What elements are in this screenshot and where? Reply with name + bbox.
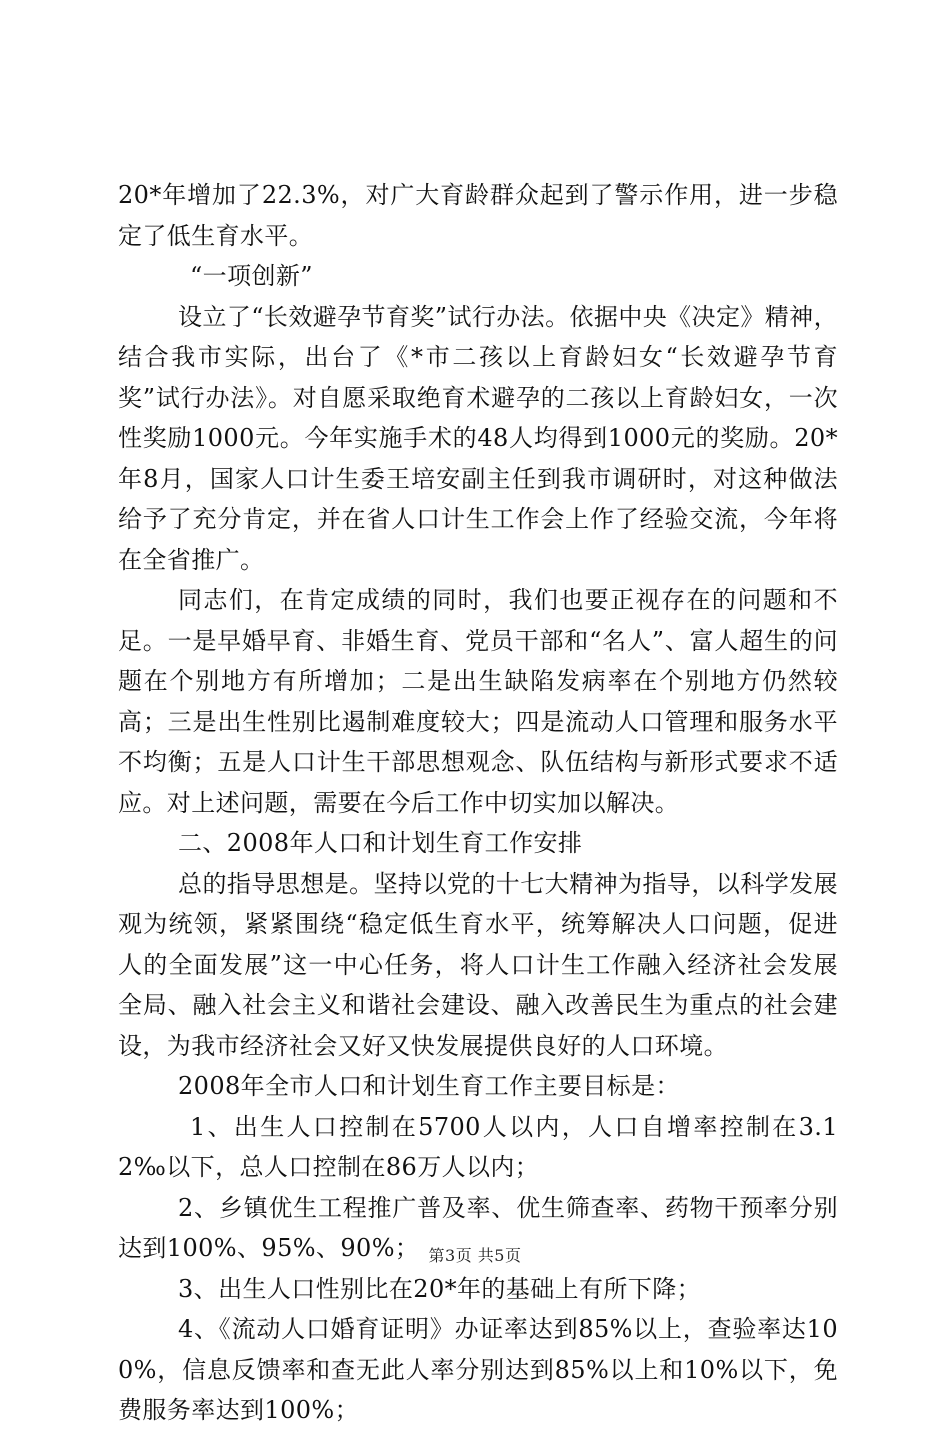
section-heading-2008-plan: 二、2008年人口和计划生育工作安排: [178, 829, 583, 857]
page-footer: 第3页 共5页: [428, 1246, 522, 1265]
paragraph-main-goals-intro: 2008年全市人口和计划生育工作主要目标是：: [178, 1072, 680, 1100]
paragraph-innovation: 设立了“长效避孕节育奖”试行办法。依据中央《决定》精神，结合我市实际，出台了《*市二孩以上育龄妇女“长效避孕节育奖”试行办法》。对自愿采取绝育术避孕的二孩以上育龄妇女，一次性奖励1000元。今年实施手术的48人均得到1000元的奖励。20*年8月，国家人口计生委王培安副主任到我市调研时，对这种做法给予了充分肯定，并在省人口计生工作会上作了经验交流，今年将在全省推广。: [118, 302, 838, 574]
goal-item-3: 3、出生人口性别比在20*年的基础上有所下降；: [178, 1274, 702, 1303]
section-heading-innovation: “一项创新”: [190, 262, 313, 290]
paragraph-guiding-ideology: 总的指导思想是。坚持以党的十七大精神为指导，以科学发展观为统领，紧紧围绕“稳定低生育水平，统筹解决人口问题，促进人的全面发展”这一中心任务，将人口计生工作融入经济社会发展全局、融入社会主义和谐社会建设、融入改善民生为重点的社会建设，为我市经济社会又好又快发展提供良好的人口环境。: [118, 869, 838, 1060]
paragraph-problems: 同志们，在肯定成绩的同时，我们也要正视存在的问题和不足。一是早婚早育、非婚生育、党员干部和“名人”、富人超生的问题在个别地方有所增加；二是出生缺陷发病率在个别地方仍然较高；三是出生性别比遏制难度较大；四是流动人口管理和服务水平不均衡；五是人口计生干部思想观念、队伍结构与新形式要求不适应。对上述问题，需要在今后工作中切实加以解决。: [118, 586, 838, 817]
goal-item-4: 4、《流动人口婚育证明》办证率达到85%以上，查验率达100%，信息反馈率和查无此人率分别达到85%以上和10%以下，免费服务率达到100%；: [118, 1315, 838, 1424]
paragraph-continuation: 20*年增加了22.3%，对广大育龄群众起到了警示作用，进一步稳定了低生育水平。: [118, 181, 838, 250]
goal-item-1: 1、出生人口控制在5700人以内，人口自增率控制在3.12‰以下，总人口控制在86万人以内；: [118, 1112, 838, 1181]
goal-item-2: 2、乡镇优生工程推广普及率、优生筛查率、药物干预率分别达到100%、95%、90%；: [118, 1193, 838, 1262]
